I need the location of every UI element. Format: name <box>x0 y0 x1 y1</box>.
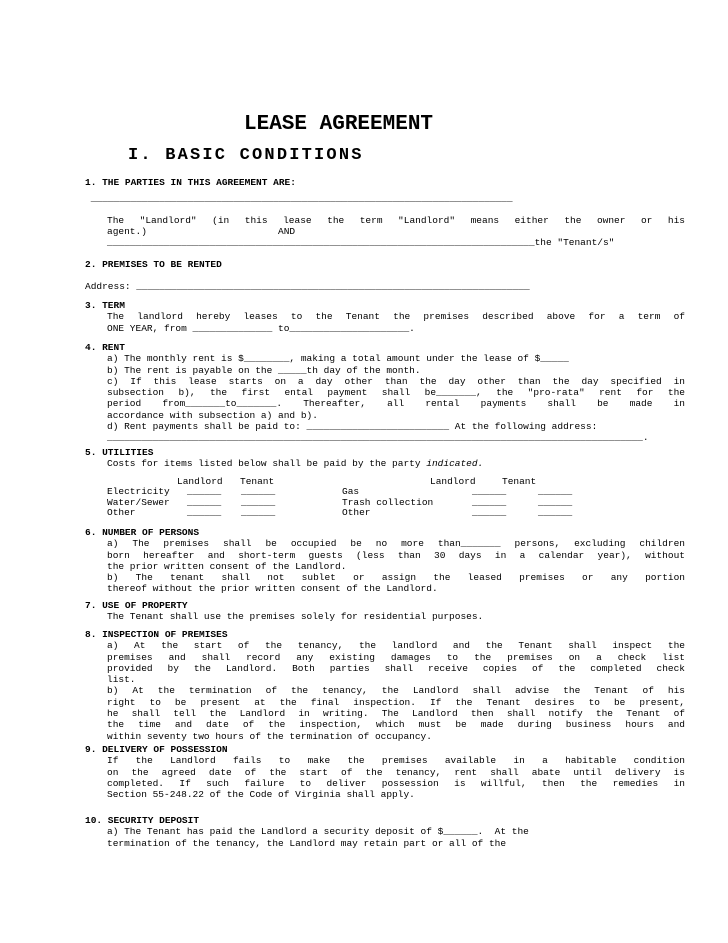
section-inspection-of-premises <box>85 629 685 742</box>
document-line: c) If this lease starts on a day other than the day other than the day specified in <box>107 375 685 387</box>
utilities-row-label: Gas <box>342 486 360 498</box>
document-line: within seventy two hours of the termination of occupancy. <box>107 730 432 742</box>
utilities-col-header-tenant: Tenant <box>502 475 537 487</box>
blank-fill-line: __________________________________________________________________________ <box>85 193 513 205</box>
document-line: subsection b), the first ental payment shall be_______, the "pro-rata" rent for the <box>107 387 685 399</box>
section-heading: 9. DELIVERY OF POSSESSION <box>85 744 228 755</box>
section-parties <box>85 177 685 248</box>
document-line: If the Landlord fails to make the premises available in a habitable condition <box>107 755 685 767</box>
address-fill-line: Address: _____________________________________________________________________ <box>85 281 530 293</box>
utilities-blank: ______ <box>241 496 276 508</box>
document-line: a) The monthly rent is $________, making a total amount under the lease of $_____ <box>107 353 569 365</box>
section-heading: 1. THE PARTIES IN THIS AGREEMENT ARE: <box>85 177 296 188</box>
tenant-fill-line: ___________________________________________________________________________the "Tenant/s" <box>107 237 615 249</box>
utilities-blank: ______ <box>538 507 573 519</box>
section-heading: 8. INSPECTION OF PREMISES <box>85 629 228 640</box>
document-line: born hereafter and short-term guests (less than 30 days in a calendar year), without <box>107 549 685 561</box>
utilities-row-label: Trash collection <box>342 496 434 508</box>
section-premises-to-be-rented <box>85 259 685 293</box>
section-number-of-persons <box>85 527 685 595</box>
document-line: right to be present at the final inspection. If the Tenant desires to be present, <box>107 696 685 708</box>
document-line <box>107 458 685 469</box>
utilities-row-label: Other <box>107 507 136 519</box>
document-line: the time and date of the inspection, which must be made during business hours and <box>107 719 685 731</box>
document-line: provided by the Landlord. Both parties shall receive copies of the completed check <box>107 662 685 674</box>
section-heading: 7. USE OF PROPERTY <box>85 600 188 611</box>
section-utilities <box>85 447 685 521</box>
document-line: Section 55-248.22 of the Code of Virginia shall apply. <box>107 789 415 801</box>
document-line: The "Landlord" (in this lease the term "Landlord" means either the owner or his <box>107 214 685 226</box>
section-term <box>85 300 685 334</box>
document-line: termination of the tenancy, the Landlord may retain part or all of the <box>107 837 507 849</box>
document-line: agent.) AND <box>107 225 296 237</box>
utilities-blank: ______ <box>187 486 222 498</box>
utilities-blank: ______ <box>187 507 222 519</box>
document-line: d) Rent payments shall be paid to: _________________________ At the following address: <box>107 421 598 433</box>
section-heading: 2. PREMISES TO BE RENTED <box>85 259 222 270</box>
utilities-row-label: Electricity <box>107 486 170 498</box>
italic-text: indicated. <box>426 458 484 470</box>
document-line: the prior written consent of the Landlord. <box>107 560 347 572</box>
document-line: a) The premises shall be occupied be no more than_______ persons, excluding children <box>107 538 685 550</box>
text-run: Costs for items listed below shall be paid by the party <box>107 458 427 470</box>
utilities-blank: ______ <box>241 507 276 519</box>
document-line: b) The rent is payable on the _____th day of the month. <box>107 364 421 376</box>
document-line: The Tenant shall use the premises solely for residential purposes. <box>107 611 484 623</box>
utilities-table <box>107 476 685 521</box>
utilities-blank: ______ <box>187 496 222 508</box>
section-heading: 3. TERM <box>85 300 125 311</box>
section-use-of-property <box>85 600 685 623</box>
document-subtitle: I. BASIC CONDITIONS <box>128 146 364 165</box>
section-heading: 4. RENT <box>85 342 125 353</box>
document-line: a) At the start of the tenancy, the landlord and the Tenant shall inspect the <box>107 640 685 652</box>
document-line: a) The Tenant has paid the Landlord a security deposit of $______. At the <box>107 826 529 838</box>
utilities-col-header-landlord: Landlord <box>430 475 476 487</box>
utilities-blank: ______ <box>472 496 507 508</box>
document-line: accordance with subsection a) and b). <box>107 409 318 421</box>
utilities-blank: ______ <box>472 507 507 519</box>
section-heading: 5. UTILITIES <box>85 447 154 458</box>
section-heading: 10. SECURITY DEPOSIT <box>85 815 200 826</box>
document-line: period from_______to_______. Thereafter, all rental payments shall be made in <box>107 398 685 410</box>
utilities-row-label: Water/Sewer <box>107 496 170 508</box>
utilities-col-header-tenant: Tenant <box>240 475 275 487</box>
document-line: b) The tenant shall not sublet or assign the leased premises or any portion <box>107 572 685 584</box>
document-line: ONE YEAR, from ______________ to_____________________. <box>107 322 415 334</box>
document-line: premises and shall record any existing damages to the premises on a check list <box>107 651 685 663</box>
section-rent <box>85 342 685 444</box>
section-delivery-of-possession <box>85 744 685 800</box>
document-line: list. <box>107 674 136 686</box>
utilities-blank: ______ <box>472 486 507 498</box>
document-line: he shall tell the Landlord in writing. The Landlord then shall notify the Tenant of <box>107 708 685 720</box>
section-security-deposit <box>85 815 685 849</box>
document-line: completed. If such failure to deliver possession is willful, then the remedies in <box>107 777 685 789</box>
utilities-col-header-landlord: Landlord <box>177 475 223 487</box>
utilities-blank: ______ <box>241 486 276 498</box>
document-line: The landlord hereby leases to the Tenant the premises described above for a term of <box>107 311 685 323</box>
document-line: thereof without the prior written consent of the Landlord. <box>107 583 438 595</box>
blank-fill-line: ______________________________________________________________________________________________. <box>107 432 649 444</box>
utilities-blank: ______ <box>538 486 573 498</box>
section-heading: 6. NUMBER OF PERSONS <box>85 527 200 538</box>
utilities-blank: ______ <box>538 496 573 508</box>
document-title: LEASE AGREEMENT <box>244 113 434 136</box>
document-line: b) At the termination of the tenancy, the Landlord shall advise the Tenant of his <box>107 685 685 697</box>
utilities-row-label: Other <box>342 507 371 519</box>
document-line: on the agreed date of the start of the tenancy, rent shall abate until delivery is <box>107 766 685 778</box>
